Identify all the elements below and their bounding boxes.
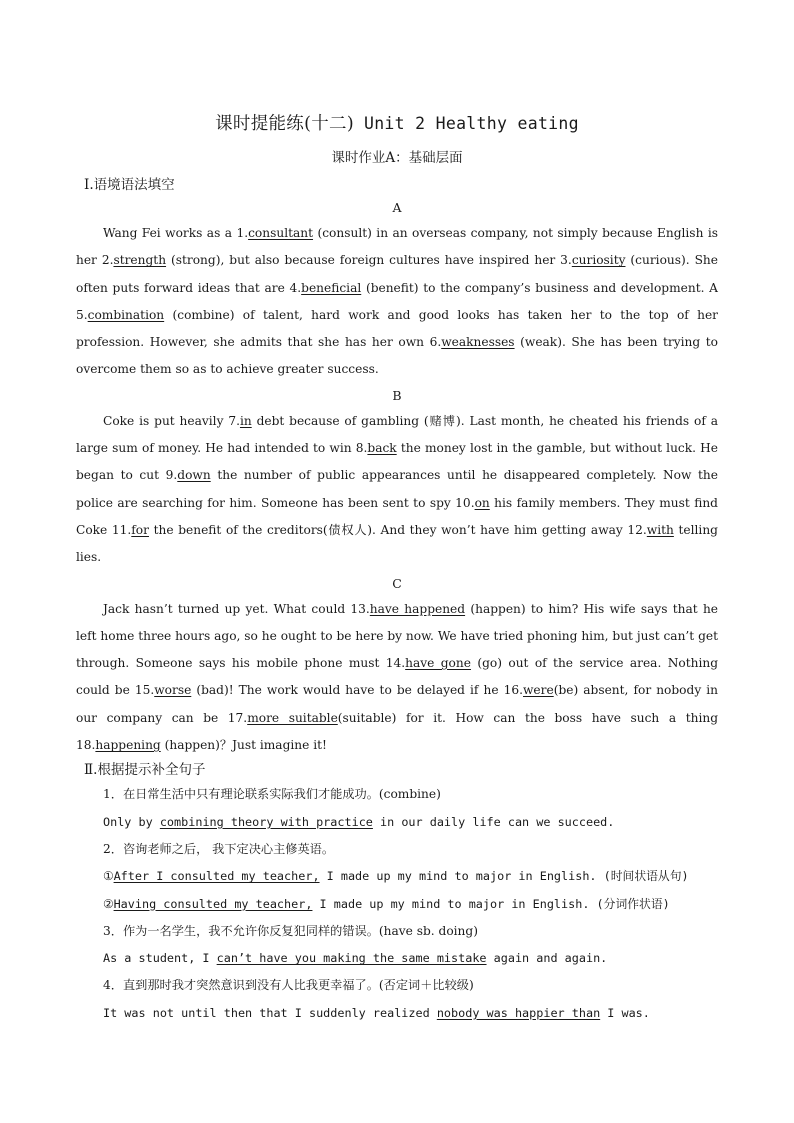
- question-4-prompt: 4．直到那时我才突然意识到没有人比我更幸福了。(否定词＋比较级): [103, 978, 474, 993]
- sentence-text: As a student, I: [103, 951, 217, 966]
- passage-b-label: B: [392, 387, 402, 403]
- answer-blank: for: [131, 522, 149, 537]
- passage-text: (strong), but also because foreign cultures have inspired her 3.: [166, 253, 572, 268]
- section-1-heading: Ⅰ.语境语法填空: [84, 177, 175, 193]
- passage-text: his family members. They must find Coke 11.: [76, 495, 718, 537]
- sentence-marker: ①: [103, 869, 114, 884]
- answer-blank: nobody was happier than: [436, 1005, 601, 1020]
- sentence-text: I made up my mind to major in English. (分词作状语): [312, 896, 670, 911]
- question-2-answer-b: [76, 891, 718, 918]
- passage-text: (go) out of the service area. Nothing could be 15.: [76, 656, 718, 698]
- passage-text: Coke is put heavily 7.: [103, 413, 240, 428]
- title-unit: Unit 2 Healthy eating: [363, 114, 579, 133]
- question-2-prompt: 2．咨询老师之后， 我下定决心主修英语。: [103, 841, 335, 856]
- page-title: [76, 112, 718, 136]
- sentence-text: Only by: [103, 814, 160, 829]
- answer-blank: beneficial: [301, 280, 362, 295]
- passage-text: (bad)! The work would have to be delayed if he 16.: [191, 683, 523, 698]
- passage-a: [76, 220, 718, 384]
- sentence-text: I was.: [600, 1005, 650, 1020]
- question-2-answer-a: [76, 863, 718, 890]
- passage-text: (consult) in an overseas company, not simply because English is her 2.: [76, 226, 718, 268]
- title-chinese: 课时提能练(十二): [215, 114, 354, 134]
- passage-text: the money lost in the gamble, but without luck. He began to cut 9.: [76, 441, 719, 483]
- answer-blank: curiosity: [571, 253, 626, 268]
- section-2-heading: Ⅱ.根据提示补全句子: [84, 762, 206, 779]
- passage-text: (happen) to him? His wife says that he left home three hours ago, so he ought to be here by now. We have tried phoning him, but just can’t get through. Someone says his mobile phone must 14.: [76, 601, 719, 671]
- passage-text: (suitable) for it. How can the boss have such a thing 18.: [76, 710, 718, 753]
- sentence-text: I made up my mind to major in English. (时间状语从句): [319, 869, 689, 884]
- passage-text: debt because of gambling (赌博). Last month, he cheated his friends of a large sum of money. He had intended to win 8.: [76, 413, 719, 456]
- passage-text: the benefit of the creditors(债权人). And they won’t have him getting away 12.: [148, 522, 647, 537]
- answer-blank: After I consulted my teacher,: [113, 869, 320, 884]
- passage-text: (curious). She often puts forward ideas that are 4.: [76, 253, 718, 295]
- passage-text: (happen)？Just imagine it!: [160, 738, 327, 753]
- answer-blank: with: [646, 522, 674, 537]
- answer-blank: have gone: [405, 656, 471, 671]
- answer-blank: combination: [87, 307, 165, 322]
- page-subtitle: 课时作业A：基础层面: [331, 150, 463, 166]
- question-4-answer: [76, 1000, 718, 1027]
- answer-blank: on: [474, 495, 490, 510]
- passage-text: the number of public appearances until he disappeared completely. Now the police are searching for him. Someone has been sent to spy 10.: [76, 468, 718, 510]
- passage-text: Jack hasn’t turned up yet. What could 13.: [103, 601, 370, 616]
- answer-blank: in: [239, 413, 252, 428]
- answer-blank: back: [367, 441, 397, 456]
- answer-blank: down: [177, 468, 211, 483]
- sentence-text: again and again.: [486, 951, 608, 966]
- passage-text: Wang Fei works as a 1.: [103, 226, 249, 240]
- passage-a-label: A: [392, 200, 402, 215]
- question-3-answer: [76, 945, 718, 972]
- sentence-text: in our daily life can we succeed.: [372, 814, 615, 829]
- answer-blank: Having consulted my teacher,: [113, 896, 313, 911]
- passage-text: telling lies.: [76, 522, 718, 565]
- question-1-prompt: 1．在日常生活中只有理论联系实际我们才能成功。(combine): [103, 787, 441, 802]
- sentence-marker: ②: [103, 896, 114, 911]
- question-3-prompt: 3．作为一名学生，我不允许你反复犯同样的错误。(have sb. doing): [103, 923, 478, 938]
- answer-blank: can’t have you making the same mistake: [216, 951, 487, 966]
- worksheet-page: [76, 112, 718, 1027]
- passage-c-label: C: [392, 575, 402, 591]
- passage-b: [76, 408, 718, 572]
- answer-blank: happening: [95, 738, 161, 753]
- answer-blank: combining theory with practice: [159, 814, 373, 829]
- answer-blank: more suitable: [247, 710, 338, 725]
- question-1-answer: [76, 809, 718, 836]
- passage-text: (weak). She has been trying to overcome them so as to achieve greater success.: [76, 335, 718, 377]
- passage-c: [76, 596, 718, 760]
- answer-blank: were: [523, 683, 554, 698]
- sentence-text: It was not until then that I suddenly realized: [103, 1005, 437, 1020]
- passage-text: (be) absent, for nobody in our company can be 17.: [76, 683, 718, 725]
- answer-blank: strength: [113, 253, 167, 268]
- answer-blank: consultant: [248, 226, 314, 240]
- passage-text: (benefit) to the company’s business and development. A 5.: [76, 280, 718, 322]
- answer-blank: worse: [154, 683, 192, 698]
- answer-blank: weaknesses: [441, 335, 515, 350]
- answer-blank: have happened: [369, 601, 466, 616]
- passage-text: (combine) of talent, hard work and good looks has taken her to the top of her profession. However, she admits that she has her own 6.: [76, 307, 718, 350]
